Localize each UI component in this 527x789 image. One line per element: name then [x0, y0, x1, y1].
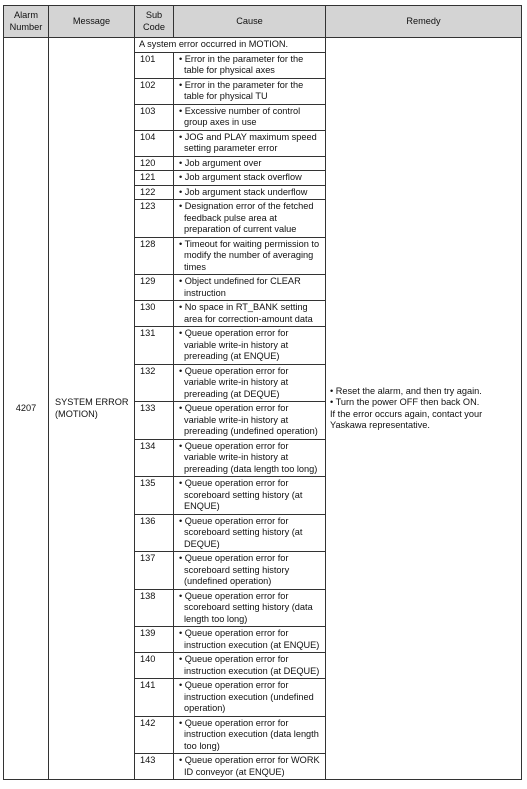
cause-text: • Job argument stack overflow	[179, 172, 302, 182]
cause-intro: A system error occurred in MOTION.	[135, 38, 326, 53]
cause	[174, 364, 326, 402]
sub-code: 131	[135, 327, 174, 365]
sub-code: 130	[135, 301, 174, 327]
sub-code: 137	[135, 552, 174, 590]
cause	[174, 301, 326, 327]
cause	[174, 185, 326, 200]
cause	[174, 589, 326, 627]
cause-text: • Queue operation error for variable write-in history at prereading (undefined operation)	[179, 403, 318, 436]
cause-text: • No space in RT_BANK setting area for correction-amount data	[179, 302, 313, 324]
sub-code: 132	[135, 364, 174, 402]
sub-code: 140	[135, 653, 174, 679]
cause	[174, 171, 326, 186]
header-message: Message	[49, 6, 135, 38]
cause-text: • Queue operation error for instruction execution (data length too long)	[179, 717, 319, 751]
cause	[174, 679, 326, 717]
cause-text: • Queue operation error for WORK ID conveyor (at ENQUE)	[179, 755, 320, 777]
cause	[174, 627, 326, 653]
header-cause: Cause	[174, 6, 326, 38]
cause	[174, 78, 326, 104]
cause	[174, 477, 326, 515]
header-alarm-number: Alarm Number	[4, 6, 49, 38]
cause-text: • Queue operation error for variable write-in history at prereading (at DEQUE)	[179, 365, 289, 399]
cause	[174, 514, 326, 552]
sub-code: 135	[135, 477, 174, 515]
cause	[174, 156, 326, 171]
cause-text: • Queue operation error for variable write-in history at prereading (at ENQUE)	[179, 328, 289, 361]
cause-text: • Job argument stack underflow	[179, 186, 308, 197]
cause-text: • Queue operation error for scoreboard setting history (data length too long)	[179, 590, 313, 624]
cause-text: • Queue operation error for scoreboard setting history (at DEQUE)	[179, 515, 303, 549]
sub-code: 101	[135, 52, 174, 78]
header-remedy: Remedy	[326, 6, 522, 38]
alarm-message: SYSTEM ERROR (MOTION)	[49, 38, 135, 780]
sub-code: 134	[135, 439, 174, 477]
cause	[174, 52, 326, 78]
cause	[174, 716, 326, 754]
cause-text: • Object undefined for CLEAR instruction	[179, 276, 301, 298]
cause	[174, 754, 326, 780]
sub-code: 142	[135, 716, 174, 754]
cause-text: • Queue operation error for variable write-in history at prereading (data length too long)	[179, 440, 318, 474]
alarm-table-body	[4, 38, 522, 780]
cause-text: • Queue operation error for instruction execution (at DEQUE)	[179, 654, 320, 676]
sub-code: 102	[135, 78, 174, 104]
cause-text: • Job argument over	[179, 157, 262, 168]
sub-code: 138	[135, 589, 174, 627]
cause-text: • Queue operation error for scoreboard setting history (undefined operation)	[179, 553, 290, 586]
sub-code: 139	[135, 627, 174, 653]
cause	[174, 439, 326, 477]
remedy-line: • Reset the alarm, and then try again.	[330, 385, 482, 396]
sub-code: 104	[135, 130, 174, 156]
sub-code: 141	[135, 679, 174, 717]
cause	[174, 200, 326, 238]
cause	[174, 275, 326, 301]
sub-code: 122	[135, 185, 174, 200]
header-sub-code: Sub Code	[135, 6, 174, 38]
cause	[174, 402, 326, 440]
cause	[174, 653, 326, 679]
sub-code: 136	[135, 514, 174, 552]
sub-code: 129	[135, 275, 174, 301]
cause-text: • Queue operation error for scoreboard setting history (at ENQUE)	[179, 478, 303, 511]
remedy	[326, 38, 522, 780]
cause	[174, 552, 326, 590]
intro-row	[4, 38, 522, 53]
cause	[174, 237, 326, 275]
sub-code: 143	[135, 754, 174, 780]
sub-code: 103	[135, 104, 174, 130]
sub-code: 123	[135, 200, 174, 238]
cause-text: • Excessive number of control group axes in use	[179, 105, 301, 127]
sub-code: 133	[135, 402, 174, 440]
sub-code: 128	[135, 237, 174, 275]
sub-code: 120	[135, 156, 174, 171]
cause	[174, 327, 326, 365]
cause-text: • Error in the parameter for the table for physical axes	[179, 53, 304, 75]
cause	[174, 104, 326, 130]
cause-text: • Queue operation error for instruction execution (at ENQUE)	[179, 628, 320, 650]
header-row	[4, 6, 522, 38]
remedy-line: If the error occurs again, contact your Yaskawa representative.	[330, 408, 483, 430]
sub-code: 121	[135, 171, 174, 186]
cause-text: • Designation error of the fetched feedback pulse area at preparation of current value	[179, 201, 314, 234]
alarm-table	[3, 5, 522, 780]
remedy-line: • Turn the power OFF then back ON.	[330, 397, 480, 407]
cause-text: • Timeout for waiting permission to modify the number of averaging times	[179, 238, 320, 272]
alarm-number: 4207	[4, 38, 49, 780]
cause-text: • JOG and PLAY maximum speed setting parameter error	[179, 131, 317, 153]
cause-text: • Error in the parameter for the table for physical TU	[179, 79, 304, 101]
cause	[174, 130, 326, 156]
cause-text: • Queue operation error for instruction execution (undefined operation)	[179, 680, 314, 713]
